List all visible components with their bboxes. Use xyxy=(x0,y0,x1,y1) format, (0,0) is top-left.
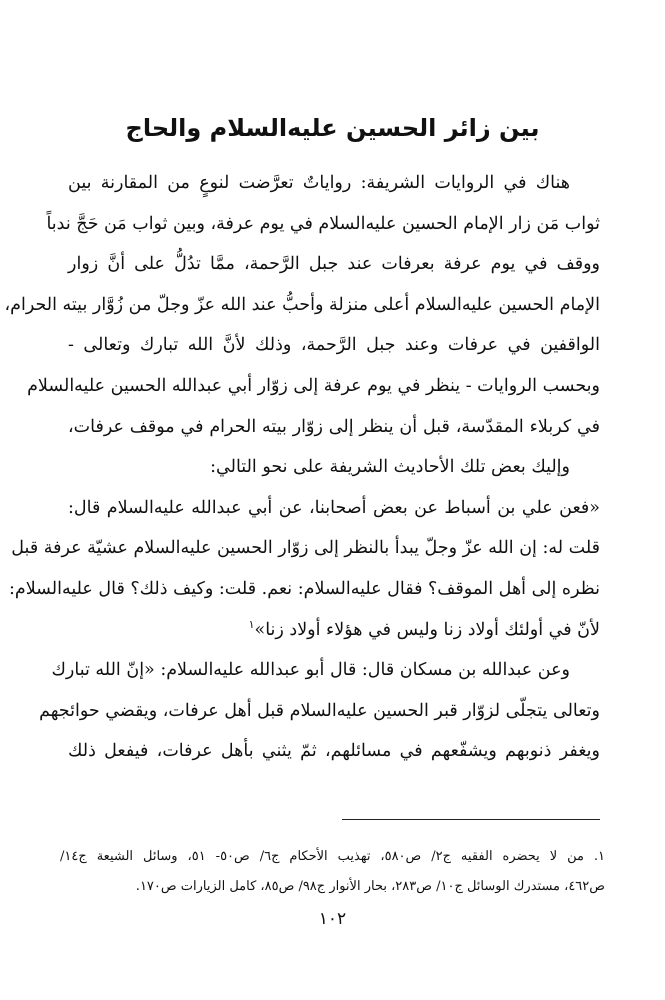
text-line: وتعالى يتجلّى لزوّار قبر الحسين عليه‌السلام قبل أهل عرفات، ويقضي حوائجهم xyxy=(39,700,600,721)
text-line-with-footnote xyxy=(68,610,600,651)
text-line: قلت له: إن الله عزّ وجلّ يبدأ بالنظر إلى زوّار الحسين عليه‌السلام عشيّة عرفة قبل xyxy=(11,538,600,559)
text-line: هناك في الروايات الشريفة: رواياتٌ تعرَّضت لنوعٍ من المقارنة بين xyxy=(68,173,570,193)
text-line: وبحسب الروايات - ينظر في يوم عرفة إلى زوّار أبي عبدالله الحسين عليه‌السلام xyxy=(27,375,600,396)
text-line: «فعن علي بن أسباط عن بعض أصحابنا، عن أبي عبدالله عليه‌السلام قال: xyxy=(68,497,600,518)
body-text xyxy=(4,163,600,772)
text-line-content: لأنّ في أولئك أولاد زنا وليس في هؤلاء أولاد زنا» xyxy=(254,619,600,640)
text-line: وإليك بعض تلك الأحاديث الشريفة على نحو التالي: xyxy=(210,457,570,478)
chapter-title: بين زائر الحسين عليه‌السلام والحاج xyxy=(125,114,540,142)
footnote-line: ص٤٦٢، مستدرك الوسائل ج١٠/ ص٢٨٣، بحار الأنوار ج٩٨/ ص٨٥، كامل الزيارات ص١٧٠. xyxy=(135,879,605,894)
text-line: نظره إلى أهل الموقف؟ فقال عليه‌السلام: نعم. قلت: وكيف ذلك؟ قال عليه‌السلام: xyxy=(8,578,600,599)
footnotes xyxy=(60,842,605,902)
footnote-marker[interactable]: ١ xyxy=(248,617,255,631)
footnote-line: ١. من لا يحضره الفقيه ج٢/ ص٥٨٠، تهذيب الأحكام ج٦/ ص٥٠- ٥١، وسائل الشيعة ج١٤/ xyxy=(60,849,606,864)
text-line: الإمام الحسين عليه‌السلام أعلى منزلة وأحبُّ عند الله عزّ وجلّ من زُوَّار بيته الحرام، xyxy=(4,294,600,315)
text-line: ووقف في يوم عرفة بعرفات عند جبل الرَّحمة، ممَّا تدُلُّ على أنَّ زوار xyxy=(68,254,600,275)
text-line: وعن عبدالله بن مسكان قال: قال أبو عبدالله عليه‌السلام: «إنّ الله تبارك xyxy=(51,660,570,681)
page-number: ١٠٢ xyxy=(318,909,347,929)
text-line: الواقفين في عرفات وعند جبل الرَّحمة، وذلك لأنَّ الله تبارك وتعالى - xyxy=(68,335,600,356)
text-line: ثواب مَن زار الإمام الحسين عليه‌السلام في يوم عرفة، وبين ثواب مَن حَجَّ ندباً xyxy=(46,213,600,234)
footnote-separator xyxy=(342,819,600,820)
text-line: في كربلاء المقدّسة، قبل أن ينظر إلى زوّار بيته الحرام في موقف عرفات، xyxy=(68,416,600,437)
text-line: ويغفر ذنوبهم ويشفّعهم في مسائلهم، ثمّ يثني بأهل عرفات، فيفعل ذلك xyxy=(68,741,600,762)
